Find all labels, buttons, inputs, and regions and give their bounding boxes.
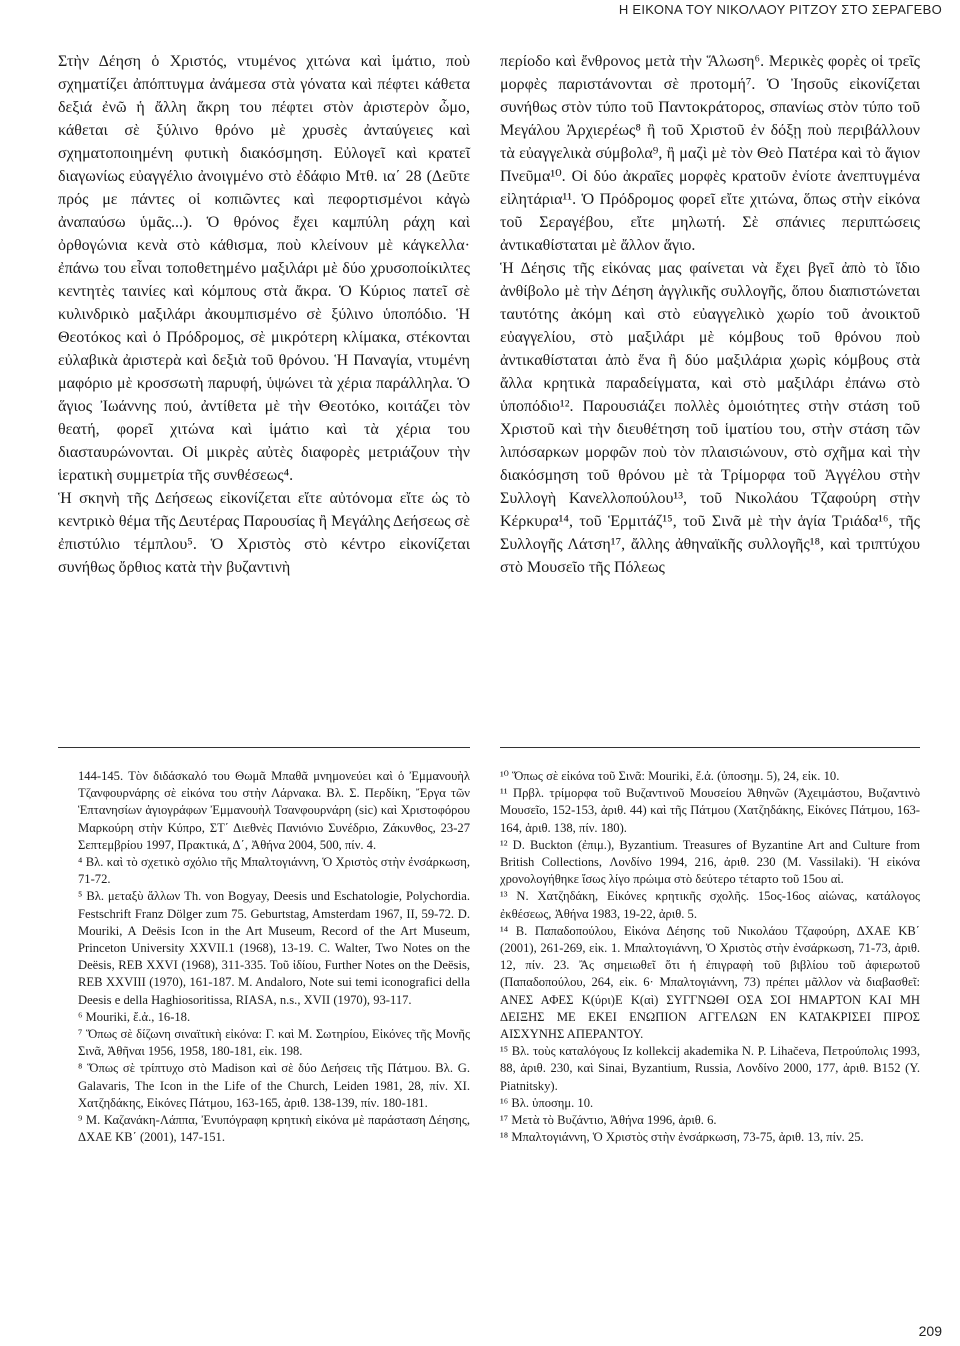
footnote: ⁶ Mouriki, ἔ.ἀ., 16-18. [78, 1009, 191, 1024]
footnote: ¹⁸ Μπαλτογιάννη, Ὁ Χριστὸς στὴν ἐνσάρκωση, 73-75, ἀριθ. 13, πίν. 25. [500, 1130, 864, 1145]
footnote: ¹⁶ Βλ. ὑποσημ. 10. [500, 1095, 594, 1110]
footnote: ¹⁴ Β. Παπαδοπούλου, Εἰκόνα Δέησης τοῦ Νικολάου Τζαφούρη, ΔΧΑΕ ΚΒ΄ (2001), 261-269, εἰκ. 1. Μπαλτογιάννη, Ὁ Χριστὸς στὴν ἐνσάρκωση, 71-73, ἀριθ. 12, πίν. 23. Ἂς σημειωθεῖ ὅτι ἡ ἐπιγραφὴ τοῦ βιβλίου τοῦ ἀφιερωτοῦ (Παπαδοπούλου, 264, εἰκ. 6· Μπαλτογιάννη, 73) πρέπει μᾶλλον νὰ διαβασθεῖ: ΑΝΕΣ ΑΦΕΣ Κ(ύρι)Ε Κ(αὶ) ΣΥΓΓΝΩΘΙ ΟΣΑ ΣΟΙ ΗΜΑΡΤΟΝ ΚΑΙ ΜΗ ΔΕΙΞΗΣ ΜΕ ΕΚΕΙ ΕΝΩΠΙΟΝ ΑΓΓΕΛΩΝ ΕΝ ΚΑΤΑΚΡΙΣΕΙ ΠΙΡΟΣ ΑΙΣΧΥΝΗΣ ΑΠΕΡΑΝΤΟΥ. [500, 923, 920, 1042]
body-paragraph: Στὴν Δέηση ὁ Χριστός, ντυμένος χιτώνα καὶ ἱμάτιο, ποὺ σχηματίζει ἀπόπτυγμα ἀνάμεσα στὰ γόνατα καὶ πέφτει κάθετα δεξιά ἐνῶ ἡ ἄλλη ἄκρη του πέφτει στὸν ἀριστερὸν ὦμο, κάθεται σὲ ξύλινο θρόνο μὲ χρυσὲς ἀνταύγειες καὶ σχηματοποιημένη φυτικὴ διακόσμηση. Εὐλογεῖ καὶ κρατεῖ διαγωνίως εὐαγγέλιο ἀνοιγμένο στὸ ἐδάφιο Μτθ. ια΄ 28 (Δεῦτε πρός με πάντες οἱ κοπιῶντες καὶ πεφορτισμένοι κἀγὼ ἀναπαύσω ὑμᾶς...). Ὁ θρόνος ἔχει καμπύλη ράχη καὶ ὀρθογώνια κενὰ στὸ κάθισμα, ποὺ κλείνουν μὲ κάγκελλα· ἐπάνω του εἶναι τοποθετημένο μαξιλάρι μὲ δύο χρυσοποίκιλτες κεντητὲς ταινίες καὶ κόμπους στὰ ἄκρα. Ὁ Κύριος πατεῖ σὲ κυλινδρικὸ μαξιλάρι ἀκουμπισμένο σὲ ξύλινο ὑποπόδιο. Ἡ Θεοτόκος καὶ ὁ Πρόδρομος, σὲ μικρότερη κλίμακα, στέκονται εὐλαβικὰ ἀριστερὰ καὶ δεξιὰ τοῦ θρόνου. Ἡ Παναγία, ντυμένη μαφόριο μὲ κροσσωτὴ παρυφή, ὑψώνει τὰ χέρια παράλληλα. Ὁ ἅγιος Ἰωάννης πού, ἀντίθετα μὲ τὴν Θεοτόκο, κοιτάζει τὸν θεατή, φορεῖ χιτώνα καὶ ἱμάτιο καὶ τὰ χέρια του διασταυρώνονται. Οἱ μικρὲς αὐτὲς διαφορὲς μετριάζουν τὴν ἱερατικὴ συμμετρία τῆς συνθέσεως⁴. [58, 53, 470, 484]
footnote-separator [58, 747, 470, 748]
footnote: 144-145. Τὸν διδάσκαλό του Θωμᾶ Μπαθᾶ μνημονεύει καὶ ὁ Ἐμμανουὴλ Τζανφουρνάρης σὲ εἰκόνα του στὴν Λάρνακα. Βλ. Σ. Περδίκη, Ἔργα τῶν Ἑπτανησίων ἁγιογράφων Ἐμμανουὴλ Τσανφουρνάρη (sic) καὶ Χριστοφόρου Μαρκούρη στὴν Κύπρο, ΣΤ΄ Διεθνὲς Πανιόνιο Συνέδριο, Ζάκυνθος, 23-27 Σεπτεμβρίου 1997, Πρακτικά, Δ΄, Ἀθήνα 2004, 500, πίν. 4. [78, 769, 470, 852]
footnote: ¹¹ Πρβλ. τρίμορφα τοῦ Βυζαντινοῦ Μουσείου Ἀθηνῶν (Ἀχειμάστου, Βυζαντινὸ Μουσεῖο, 152-153, ἀριθ. 44) καὶ τῆς Πάτμου (Χατζηδάκης, Εἰκόνες Πάτμου, 163-164, ἀριθ. 138, πίν. 180). [500, 786, 920, 835]
footnotes-left [78, 768, 470, 1146]
page-number: 209 [918, 1323, 942, 1339]
footnote: ¹² D. Buckton (ἐπιμ.), Byzantium. Treasures of Byzantine Art and Culture from British Collections, Λονδίνο 1994, 216, ἀριθ. 230 (M. Vassilaki). Ἡ εἰκόνα χρονολογήθηκε ἴσως λίγο πρώιμα στὸ δεύτερο τέταρτο τοῦ 15ου αἰ. [500, 837, 920, 887]
footnote: ⁵ Βλ. μεταξὺ ἄλλων Th. von Bogyay, Deesis und Eschatologie, Polychordia. Festschrift Franz Dölger zum 75. Geburtstag, Amsterdam 1967, II, 59-72. D. Mouriki, A Deësis Icon in the Art Museum, Record of the Art Museum, Princeton University XXVII.1 (1968), 13-19. C. Walter, Two Notes on the Deësis, REB XXVI (1968), 311-335. Τοῦ ἰδίου, Further Notes on the Deësis, REB XXVIII (1970), 161-187. M. Andaloro, Note sui temi iconografici della Deesis e della Haghiosoritissa, RIASA, n.s., XVII (1970), 93-117. [78, 889, 470, 1007]
footnote: ⁸ Ὅπως σὲ τρίπτυχο στὸ Madison καὶ σὲ δύο Δεήσεις τῆς Πάτμου. Βλ. G. Galavaris, The Icon in the Life of the Church, Leiden 1981, 28, πίν. XI. Χατζηδάκης, Εἰκόνες Πάτμου, 163-165, ἀριθ. 138-139, πίν. 180-181. [78, 1061, 470, 1110]
footnote: ¹⁵ Βλ. τοὺς καταλόγους Iz kollekcij akademika N. P. Lihačeva, Πετρούπολις 1993, 88, ἀριθ. 230, καὶ Sinai, Byzantium, Russia, Λονδίνο 2000, 177, ἀριθ. B152 (Y. Piatnitsky). [500, 1044, 920, 1093]
footnote: ¹⁰ Ὅπως σὲ εἰκόνα τοῦ Σινᾶ: Mouriki, ἔ.ἀ. (ὑποσημ. 5), 24, εἰκ. 10. [500, 769, 840, 783]
footnote: ¹⁷ Μετὰ τὸ Βυζάντιο, Ἀθήνα 1996, ἀριθ. 6. [500, 1113, 717, 1128]
footnote: ⁴ Βλ. καὶ τὸ σχετικὸ σχόλιο τῆς Μπαλτογιάννη, Ὁ Χριστὸς στὴν ἐνσάρκωση, 71-72. [78, 855, 470, 887]
footnote: ¹³ Ν. Χατζηδάκη, Εἰκόνες κρητικῆς σχολῆς. 15ος-16ος αἰώνας, κατάλογος ἐκθέσεως, Ἀθήνα 1983, 19-22, ἀριθ. 5. [500, 889, 920, 921]
running-header: Η ΕΙΚΟΝΑ ΤΟΥ ΝΙΚΟΛΑΟΥ ΡΙΤΖΟΥ ΣΤΟ ΣΕΡΑΓΕΒΟ [618, 2, 942, 17]
footnote-separator [500, 747, 920, 748]
body-paragraph: Ἡ σκηνὴ τῆς Δεήσεως εἰκονίζεται εἴτε αὐτόνομα εἴτε ὡς τὸ κεντρικὸ θέμα τῆς Δευτέρας Παρουσίας ἢ Μεγάλης Δεήσεως σὲ ἐπιστύλιο τέμπλου⁵. Ὁ Χριστὸς στὸ κέντρο εἰκονίζεται συνήθως ὄρθιος κατὰ τὴν βυζαντινὴ [58, 490, 470, 576]
footnote: ⁹ Μ. Καζανάκη-Λάππα, Ἐνυπόγραφη κρητικὴ εἰκόνα μὲ παράσταση Δέησης, ΔΧΑΕ ΚΒ΄ (2001), 147-151. [78, 1113, 470, 1145]
body-paragraph: περίοδο καὶ ἔνθρονος μετὰ τὴν Ἅλωση⁶. Μερικὲς φορὲς οἱ τρεῖς μορφὲς παριστάνονται σὲ προτομή⁷. Ὁ Ἰησοῦς εἰκονίζεται συνήθως στὸν τύπο τοῦ Παντοκράτορος, σπανίως στὸν τύπο τοῦ Μεγάλου Ἀρχιερέως⁸ ἢ τοῦ Χριστοῦ ἐν δόξῃ ποὺ περιβάλλουν τὰ εὐαγγελικὰ σύμβολα⁹, ἢ μαζὶ μὲ τὸν Θεὸ Πατέρα καὶ τὸ ἅγιον Πνεῦμα¹⁰. Οἱ δύο ἀκραῖες μορφὲς κρατοῦν ἐνίοτε ἀνεπτυγμένα εἰλητάρια¹¹. Ὁ Πρόδρομος φορεῖ εἴτε χιτώνα, ὅπως στὴν εἰκόνα τοῦ Σεραγέβου, εἴτε μηλωτή. Σὲ σπάνιες περιπτώσεις ἀντικαθίσταται μὲ ἄλλον ἅγιο. [500, 53, 920, 254]
body-column-right [500, 50, 920, 579]
body-paragraph: Ἡ Δέησις τῆς εἰκόνας μας φαίνεται νὰ ἔχει βγεῖ ἀπὸ τὸ ἴδιο ἀνθίβολο μὲ τὴν Δέηση ἀγγλικῆς συλλογῆς, ὅπου διαπιστώνεται ταυτότης ἀκόμη καὶ στὸ εὐαγγελικὸ χωρίο τοῦ ἀνοικτοῦ εὐαγγελίου, στὸ μαξιλάρι μὲ κόμβους τοῦ θρόνου ποὺ ἀντικαθίσταται ἀπὸ ἕνα ἢ δύο μαξιλάρια χωρὶς κόμβους στὰ ἄλλα κρητικὰ παραδείγματα, καὶ στὸ μαξιλάρι ἐπάνω στὸ ὑποπόδιο¹². Παρουσιάζει πολλὲς ὁμοιότητες στὴν στάση τοῦ Χριστοῦ καὶ τὴν διευθέτηση τοῦ ἱματίου του, στὴν στάση τῶν λιπόσαρκων μορφῶν ποὺ τὸν πλαισιώνουν, στὸ σχῆμα καὶ τὴν διακόσμηση τοῦ θρόνου μὲ τὰ Τρίμορφα τοῦ Ἀγγέλου στὴν Συλλογὴ Κανελλοπούλου¹³, τοῦ Νικολάου Τζαφούρη στὴν Κέρκυρα¹⁴, τοῦ Ἑρμιτάζ¹⁵, τοῦ Σινᾶ μὲ τὴν ἁγία Τριάδα¹⁶, τῆς Συλλογῆς Λάτση¹⁷, ἄλλης ἀθηναϊκῆς συλλογῆς¹⁸, καὶ τριπτύχου στὸ Μουσεῖο τῆς Πόλεως [500, 260, 920, 576]
footnotes-right [500, 768, 920, 1146]
footnote: ⁷ Ὅπως σὲ δίζωνη σιναϊτικὴ εἰκόνα: Γ. καὶ Μ. Σωτηρίου, Εἰκόνες τῆς Μονῆς Σινᾶ, Ἀθῆναι 1956, 1958, 180-181, εἰκ. 198. [78, 1027, 470, 1059]
body-column-left [58, 50, 470, 579]
